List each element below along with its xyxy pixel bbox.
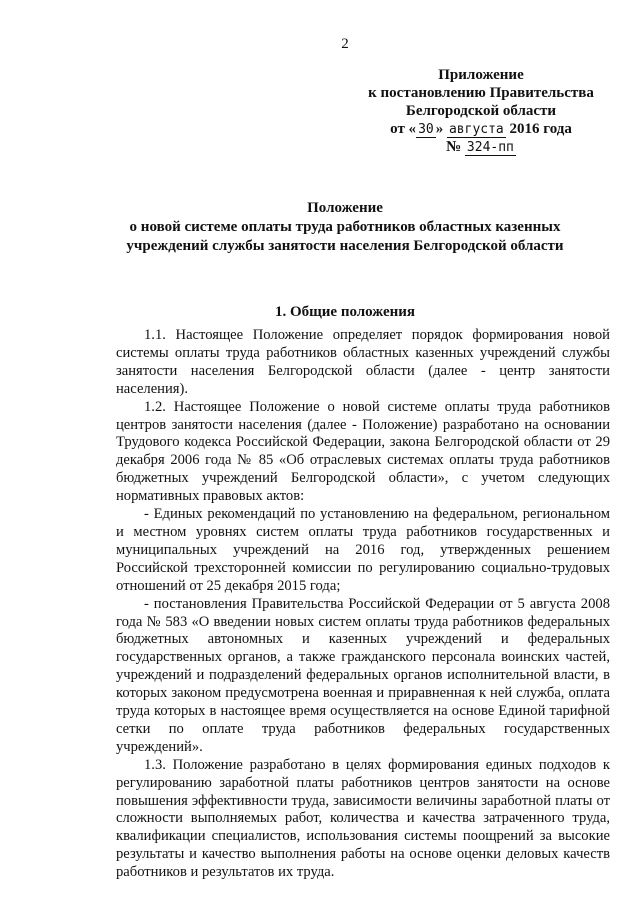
- title-line-1: Положение: [307, 200, 383, 216]
- paragraph: - Единых рекомендаций по установлению на федеральном, региональном и местном уровнях систем оплаты труда работников государственных и муниципальных учреждений на 2016 год, утвержденных решением Российской трехсторонней комиссии по регулированию социально-трудовых отношений от 25 декабря 2015 года;: [116, 506, 610, 594]
- document-title: [80, 199, 610, 256]
- section-heading: 1. Общие положения: [274, 304, 416, 320]
- title-line-3: учреждений службы занятости населения Белгородской области: [126, 238, 564, 254]
- appendix-number-line: [358, 138, 604, 156]
- date-prefix: от «: [390, 121, 417, 137]
- number-label: №: [446, 139, 462, 155]
- title-line-2: о новой системе оплаты труда работников областных казенных: [129, 219, 561, 235]
- document-number: 324-пп: [466, 140, 514, 155]
- paragraph: - постановления Правительства Российской Федерации от 5 августа 2008 года № 583 «О введении новых систем оплаты труда работников федеральных бюджетных автономных и казенных учреждений и федеральных государственных органов, а также гражданского персонала воинских частей, учреждений и подразделений федеральных органов исполнительной власти, в которых законом предусмотрена военная и приравненная к ней служба, оплата труда которых в настоящее время осуществляется на основе Единой тарифной сетки по оплате труда работников федеральных государственных учреждений».: [116, 595, 610, 755]
- appendix-title: Приложение: [438, 67, 524, 83]
- appendix-block: [358, 66, 604, 156]
- date-mid: »: [435, 121, 444, 137]
- section-body: [116, 327, 610, 882]
- page-number: 2: [341, 36, 349, 52]
- appendix-date-line: [358, 120, 604, 138]
- paragraph: 1.1. Настоящее Положение определяет порядок формирования новой системы оплаты труда работников областных казенных учреждений службы занятости населения Белгородской области (далее - центр занятости населения).: [116, 327, 610, 397]
- appendix-region-line: Белгородской области: [405, 103, 557, 119]
- date-day: 30: [418, 122, 434, 137]
- appendix-resolution-line: к постановлению Правительства: [368, 85, 594, 101]
- date-year: 2016 года: [509, 121, 572, 137]
- date-month: августа: [448, 122, 504, 137]
- paragraph: 1.3. Положение разработано в целях формирования единых подходов к регулированию заработной платы работников центров занятости на основе повышения эффективности труда, зависимости величины заработной платы от сложности выполняемых работ, количества и качества затраченного труда, квалификации специалистов, использования системы поощрений за высокие результаты и качество выполнения работы на основе оценки деловых качеств работников и результатов их труда.: [116, 756, 610, 881]
- paragraph: 1.2. Настоящее Положение о новой системе оплаты труда работников центров занятости населения (далее - Положение) разработано на основании Трудового кодекса Российской Федерации, закона Белгородской области от 29 декабря 2006 года № 85 «Об отраслевых системах оплаты труда работников бюджетных учреждений Белгородской области», с учетом следующих нормативных правовых актов:: [116, 398, 610, 505]
